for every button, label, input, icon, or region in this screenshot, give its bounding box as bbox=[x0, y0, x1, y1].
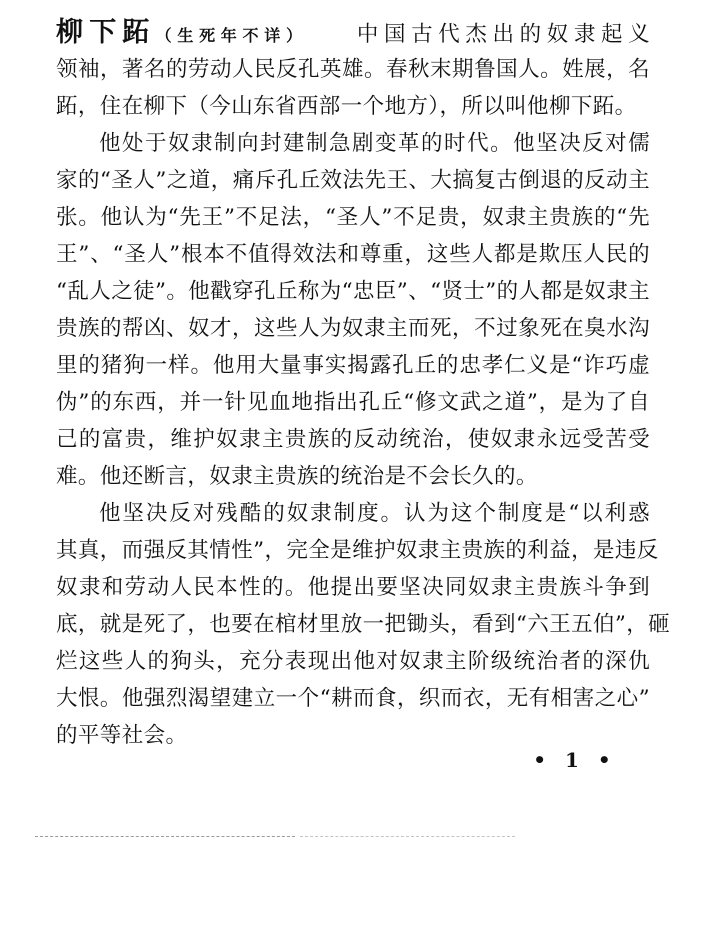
paragraph-3 bbox=[56, 495, 671, 754]
text-line: “乱人之徒”。他戳穿孔丘称为“忠臣”、“贤士”的人都是奴隶主 bbox=[56, 279, 650, 304]
text-line: 其真，而强反其情性”，完全是维护奴隶主贵族的利益，是违反 bbox=[56, 538, 659, 563]
person-name: 柳下跖 bbox=[56, 17, 156, 48]
page-number: • 1 • bbox=[533, 748, 617, 772]
intro-text: 中国古代杰出的奴隶起义 bbox=[351, 22, 650, 47]
text-line: 的平等社会。 bbox=[56, 723, 188, 748]
text-line: 己的富贵，维护奴隶主贵族的反动统治，使奴隶永远受苦受 bbox=[56, 427, 650, 452]
text-line: 王”、“圣人”根本不值得效法和尊重，这些人都是欺压人民的 bbox=[56, 242, 650, 267]
scan-artifact-line bbox=[300, 836, 515, 837]
paragraph-1 bbox=[56, 51, 650, 125]
text-line: 难。他还断言，奴隶主贵族的统治是不会长久的。 bbox=[56, 464, 538, 489]
text-line: 底，就是死了，也要在棺材里放一把锄头，看到“六王五伯”，砸 bbox=[56, 612, 671, 637]
text-line: 伪”的东西，并一针见血地指出孔丘“修文武之道”，是为了自 bbox=[56, 390, 650, 415]
text-line: 张。他认为“先王”不足法，“圣人”不足贵，奴隶主贵族的“先 bbox=[56, 205, 650, 230]
text-line: 大恨。他强烈渴望建立一个“耕而食，织而衣，无有相害之心” bbox=[56, 686, 650, 711]
text-line: 烂这些人的狗头，充分表现出他对奴隶主阶级统治者的深仇 bbox=[56, 649, 650, 674]
biography-text bbox=[56, 14, 671, 754]
text-line: 领袖，著名的劳动人民反孔英雄。春秋末期鲁国人。姓展，名 bbox=[56, 57, 650, 82]
text-line: 跖，住在柳下（今山东省西部一个地方），所以叫他柳下跖。 bbox=[56, 94, 637, 119]
paragraph-2 bbox=[56, 125, 650, 495]
text-line: 他坚决反对残酷的奴隶制度。认为这个制度是“以利惑 bbox=[99, 501, 650, 526]
title-line bbox=[56, 14, 650, 51]
scan-artifact-line bbox=[35, 836, 295, 837]
text-line: 他处于奴隶制向封建制急剧变革的时代。他坚决反对儒 bbox=[99, 131, 650, 156]
lifespan-note: （生死年不详） bbox=[155, 26, 308, 45]
text-line: 奴隶和劳动人民本性的。他提出要坚决同奴隶主贵族斗争到 bbox=[56, 575, 650, 600]
text-line: 贵族的帮凶、奴才，这些人为奴隶主而死，不过象死在臭水沟 bbox=[56, 316, 650, 341]
text-line: 里的猪狗一样。他用大量事实揭露孔丘的忠孝仁义是“诈巧虚 bbox=[56, 353, 650, 378]
text-line: 家的“圣人”之道，痛斥孔丘效法先王、大搞复古倒退的反动主 bbox=[56, 168, 650, 193]
